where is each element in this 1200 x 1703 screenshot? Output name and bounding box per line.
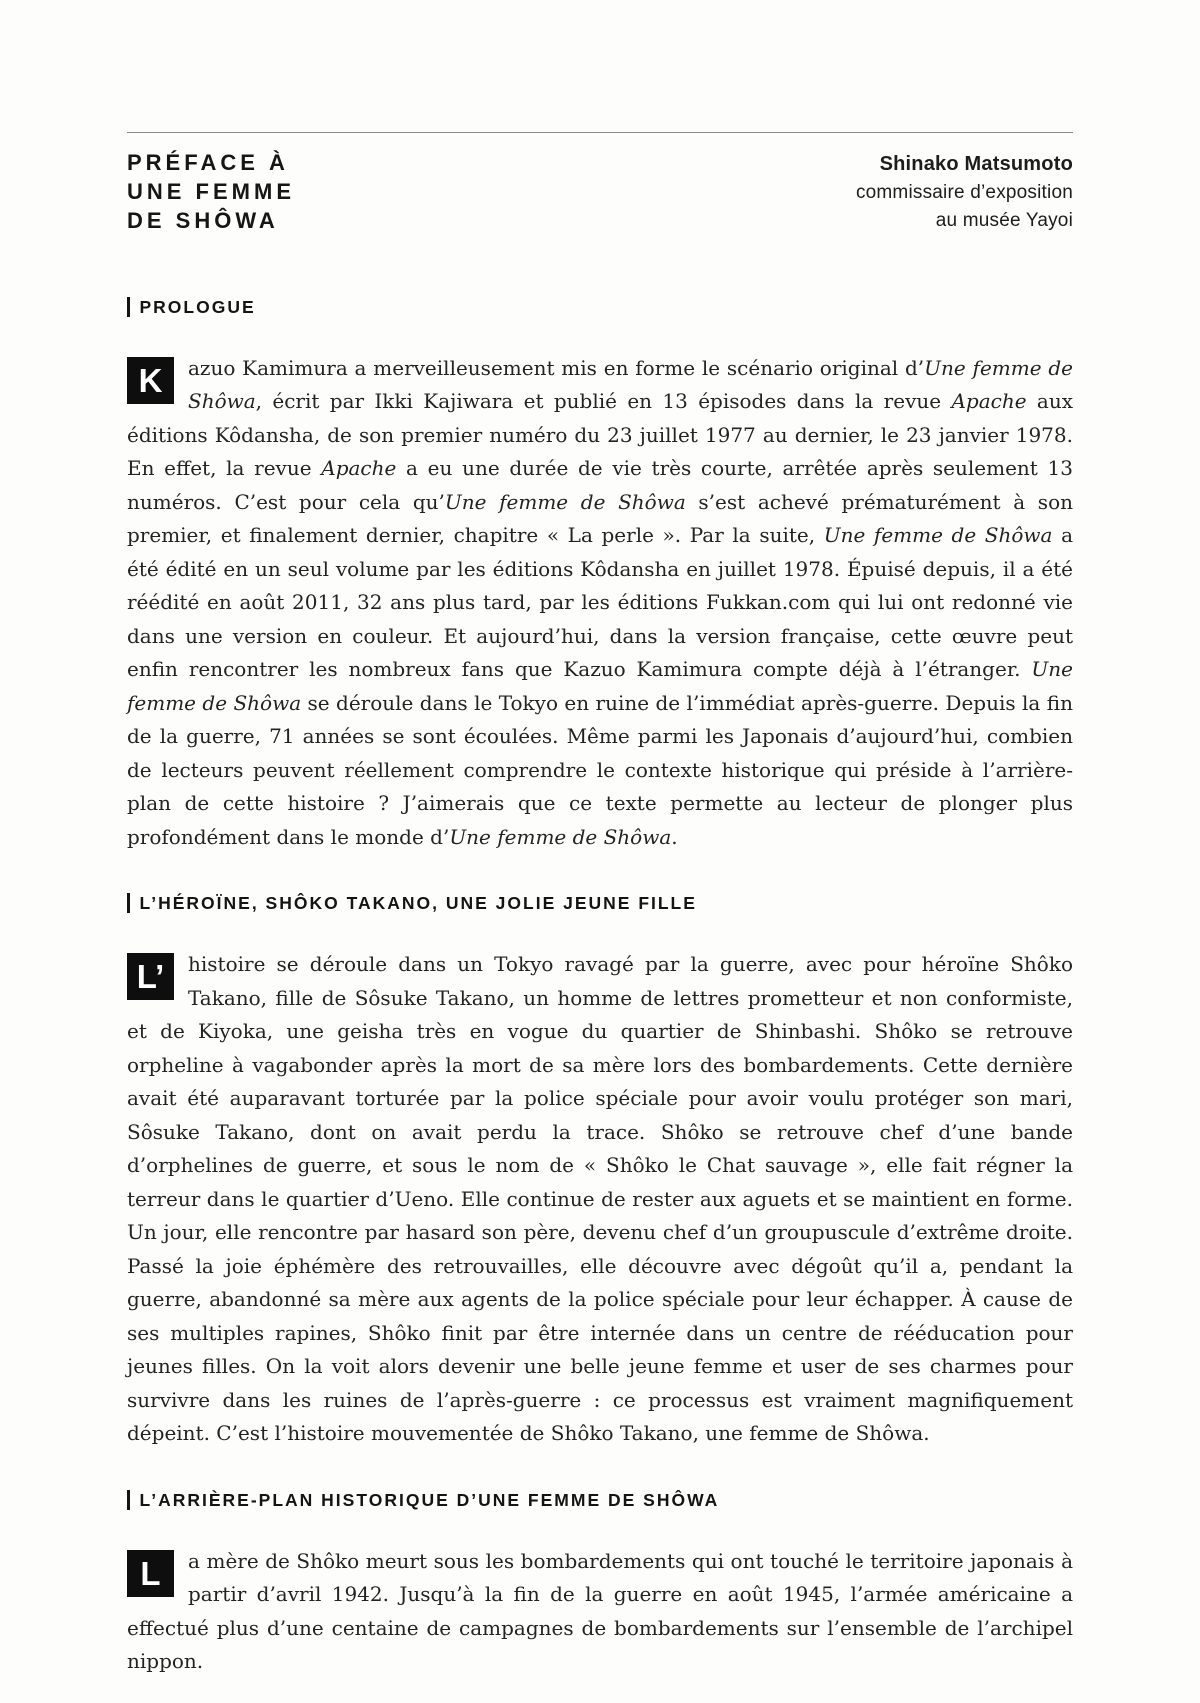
paragraph-text: a mère de Shôko meurt sous les bombardements qui ont touché le territoire japonais à partir d’avril 1942. Jusqu’à la fin de la guerre en août 1945, l’armée américaine a effectué plus d’une centaine de campagnes de bombardements sur l’ensemble de l’archipel nippon. xyxy=(127,1548,1073,1673)
author-credit xyxy=(856,148,1073,236)
section-paragraph xyxy=(127,948,1073,1451)
preface-section xyxy=(127,892,1073,1451)
page-header xyxy=(127,132,1073,236)
drop-cap: K xyxy=(127,357,174,404)
title-line: UNE FEMME xyxy=(127,179,295,204)
author-name: Shinako Matsumoto xyxy=(879,153,1073,175)
author-affiliation: au musée Yayoi xyxy=(935,210,1073,231)
page-title xyxy=(127,148,295,235)
title-line: DE SHÔWA xyxy=(127,208,279,233)
preface-body xyxy=(127,296,1073,1679)
section-heading-text: L’ARRIÈRE-PLAN HISTORIQUE D’UNE FEMME DE SHÔWA xyxy=(139,1489,720,1510)
section-paragraph xyxy=(127,352,1073,855)
author-role: commissaire d’exposition xyxy=(855,181,1073,203)
section-heading-text: L’HÉROÏNE, SHÔKO TAKANO, UNE JOLIE JEUNE FILLE xyxy=(139,893,697,913)
section-paragraph xyxy=(127,1545,1073,1679)
section-heading-text: PROLOGUE xyxy=(139,296,256,317)
heading-bar-icon xyxy=(127,297,130,317)
title-line: PRÉFACE À xyxy=(127,150,289,175)
paragraph-text: histoire se déroule dans un Tokyo ravagé par la guerre, avec pour héroïne Shôko Takano, fille de Sôsuke Takano, un homme de lettres prometteur et non conformiste, et de Kiyoka, une geisha très en vogue du quartier de Shinbashi. Shôko se retrouve orpheline à vagabonder après la mort de sa mère lors des bombardements. Cette dernière avait été auparavant torturée par la police spéciale pour avoir voulu protéger son mari, Sôsuke Takano, dont on avait perdu la trace. Shôko se retrouve chef d’une bande d’orphelines de guerre, et sous le nom de « Shôko le Chat sauvage », elle fait régner la terreur dans le quartier d’Ueno. Elle continue de rester aux aguets et se maintient en forme. Un jour, elle rencontre par hasard son père, devenu chef d’un groupuscule d’extrême droite. Passé la joie éphémère des retrouvailles, elle découvre avec dégoût qu’il a, pendant la guerre, abandonné sa mère aux agents de la police spéciale pour leur échapper. À cause de ses multiples rapines, Shôko finit par être internée dans un centre de rééducation pour jeunes filles. On la voit alors devenir une belle jeune femme et user de ses charmes pour survivre dans les ruines de l’après-guerre : ce processus est vraiment magnifiquement dépeint. C’est l’histoire mouvementée de Shôko Takano, une femme de Shôwa. xyxy=(127,952,1073,1445)
preface-section xyxy=(127,296,1073,855)
drop-cap: L xyxy=(127,1550,174,1597)
section-heading xyxy=(127,296,1073,318)
preface-section xyxy=(127,1489,1073,1679)
text-column xyxy=(127,0,1073,1679)
section-heading xyxy=(127,1489,1073,1511)
paragraph-text: azuo Kamimura a merveilleusement mis en forme le scénario original d’Une femme de Shôwa, écrit par Ikki Kajiwara et publié en 13 épisodes dans la revue Apache aux éditions Kôdansha, de son premier numéro du 23 juillet 1977 au dernier, le 23 janvier 1978. En effet, la revue Apache a eu une durée de vie très courte, arrêtée après seulement 13 numéros. C’est pour cela qu’Une femme de Shôwa s’est achevé prématurément à son premier, et finalement dernier, chapitre « La perle ». Par la suite, Une femme de Shôwa a été édité en un seul volume par les éditions Kôdansha en juillet 1978. Épuisé depuis, il a été réédité en août 2011, 32 ans plus tard, par les éditions Fukkan.com qui lui ont redonné vie dans une version en couleur. Et aujourd’hui, dans la version française, cette œuvre peut enfin rencontrer les nombreux fans que Kazuo Kamimura compte déjà à l’étranger. Une femme de Shôwa se déroule dans le Tokyo en ruine de l’immédiat après-guerre. Depuis la fin de la guerre, 71 années se sont écoulées. Même parmi les Japonais d’aujourd’hui, combien de lecteurs peuvent réellement comprendre le contexte historique qui préside à l’arrière-plan de cette histoire ? J’aimerais que ce texte permette au lecteur de plonger plus profondément dans le monde d’Une femme de Shôwa. xyxy=(127,355,1074,849)
drop-cap: L’ xyxy=(127,953,174,1000)
heading-bar-icon xyxy=(127,893,130,913)
section-heading xyxy=(127,892,1073,914)
heading-bar-icon xyxy=(127,1490,130,1510)
